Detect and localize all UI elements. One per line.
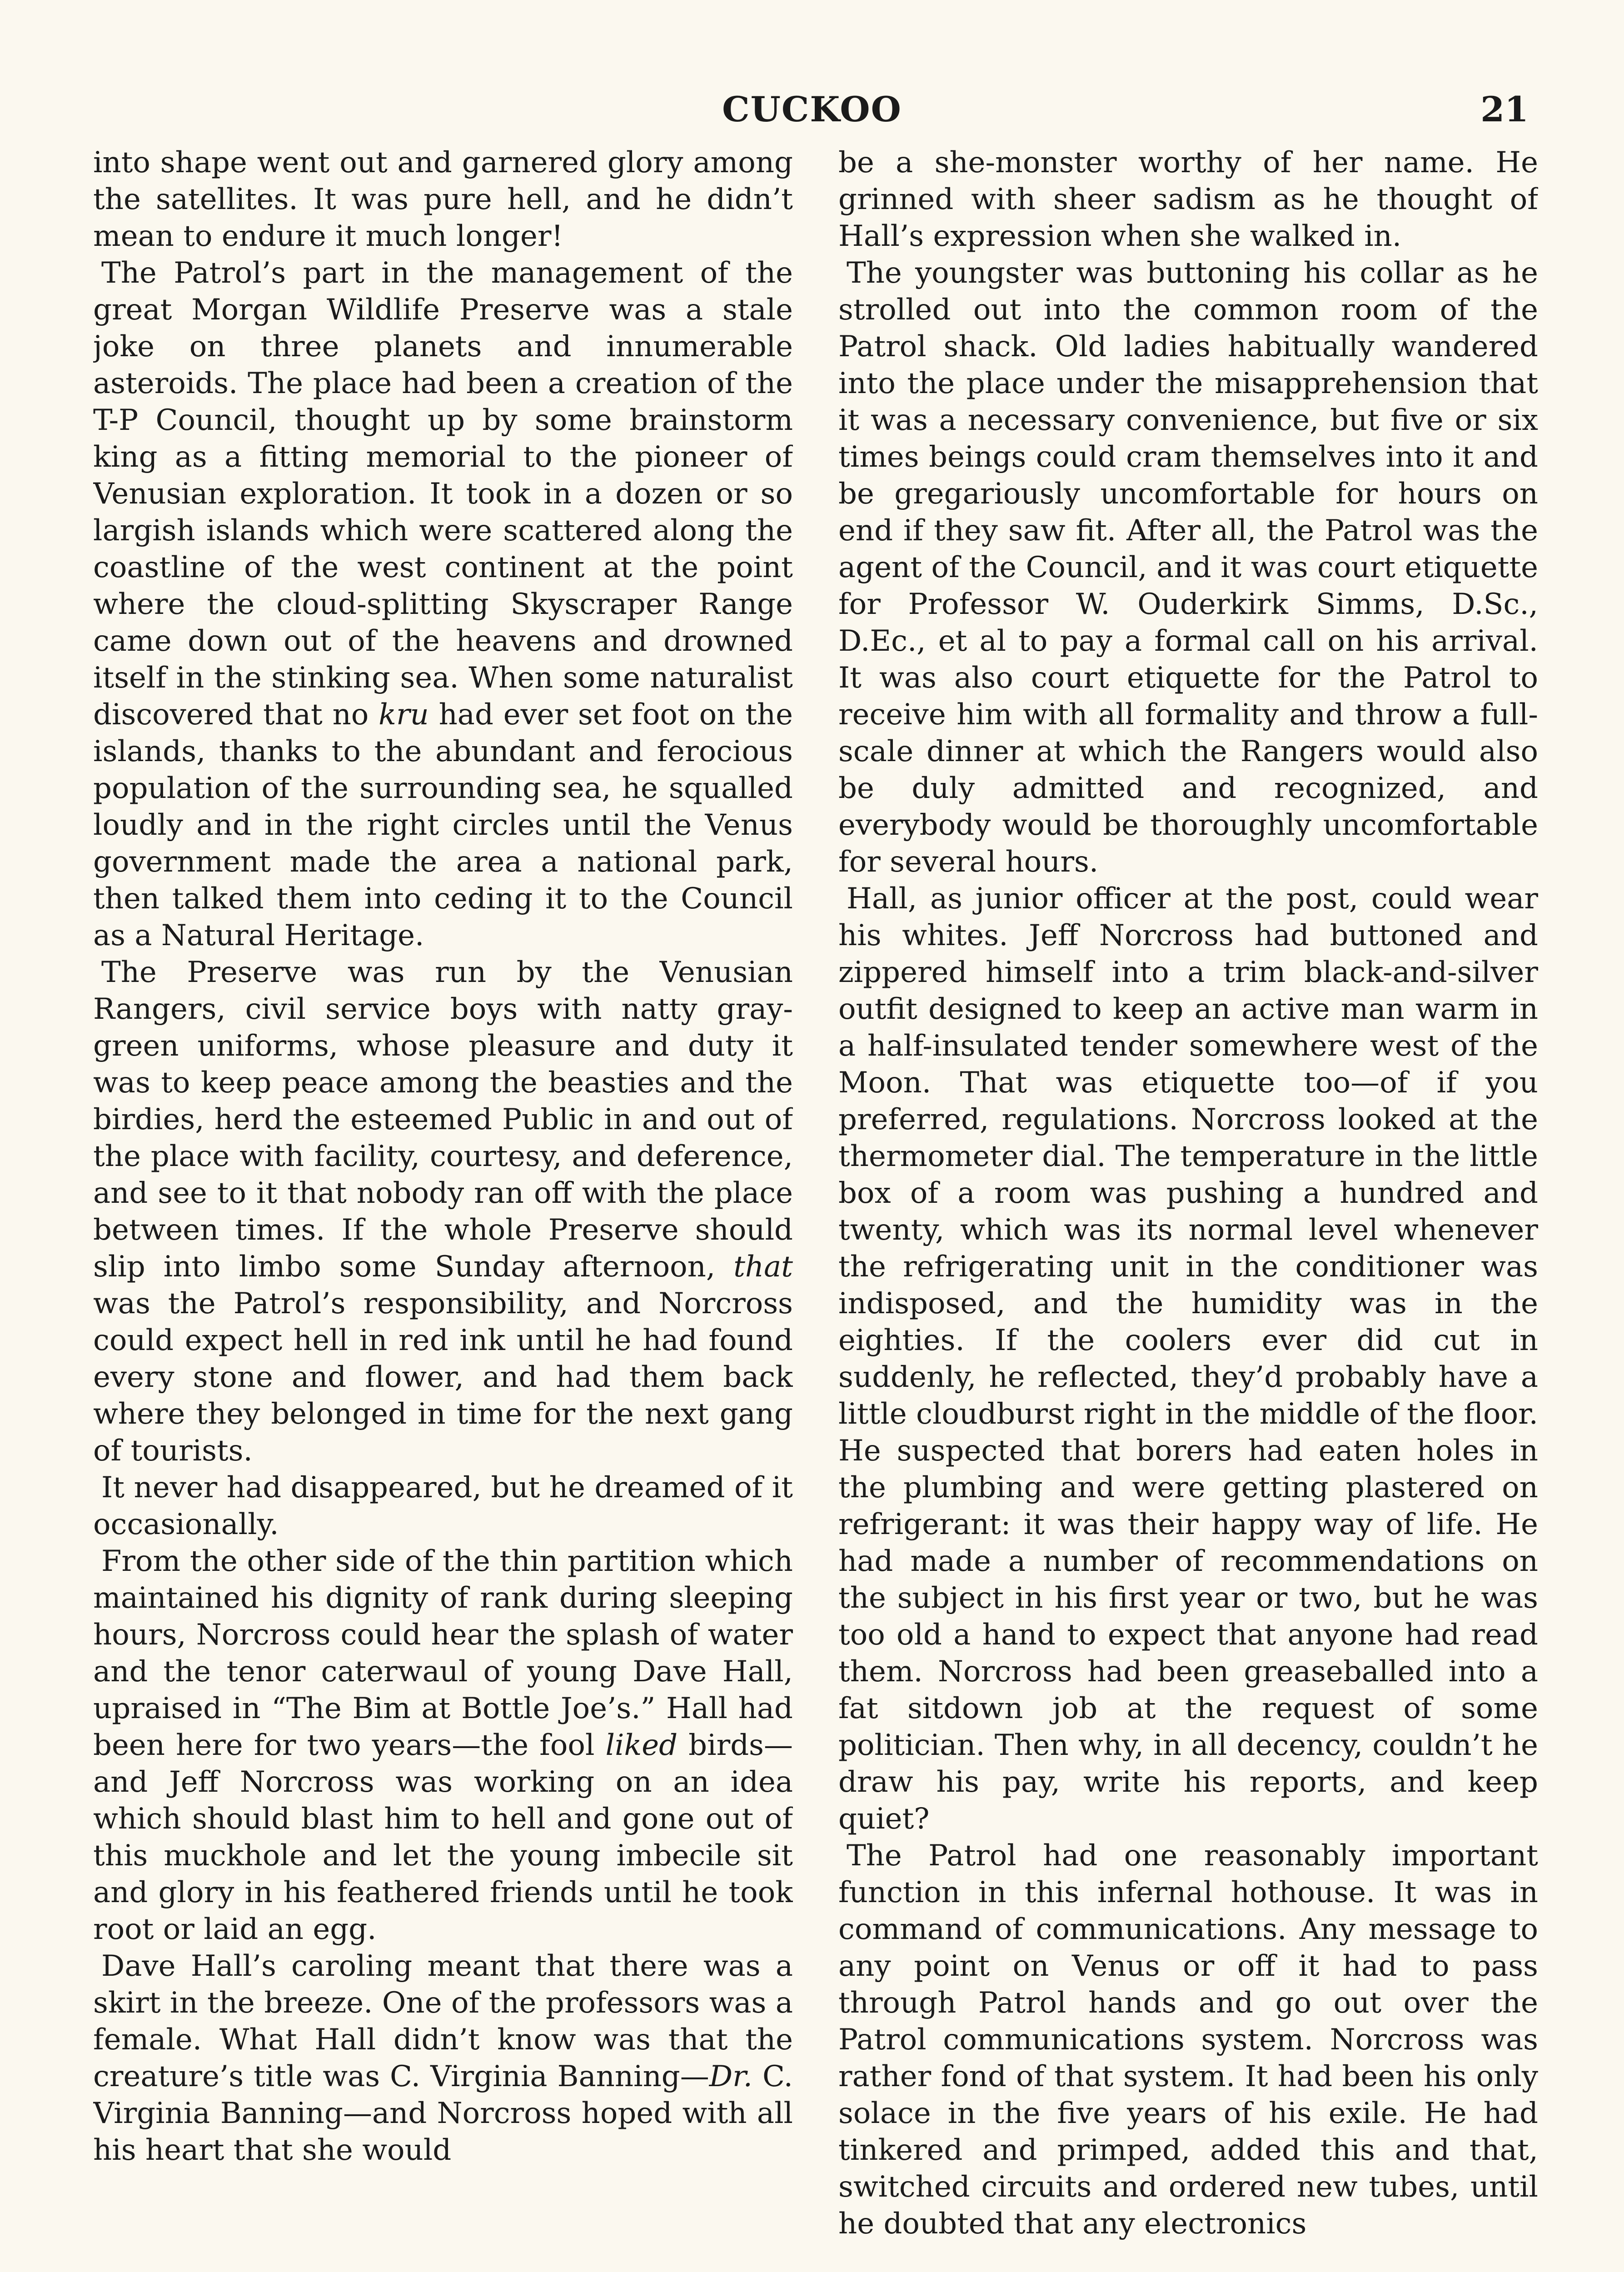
italic-text: that — [733, 1250, 793, 1284]
italic-text: Dr. — [709, 2060, 752, 2093]
paragraph — [93, 255, 793, 954]
paragraph — [93, 1543, 793, 1948]
paragraph-text: It never had disappeared, but he dreamed of it occasionally. — [93, 1471, 793, 1541]
paragraph-text: Dave Hall’s caroling meant that there was a skirt in the breeze. One of the professors was a female. What Hall didn’t know was that the creature’s title was C. Virginia Banning— — [93, 1949, 793, 2093]
paragraph — [838, 1838, 1538, 2242]
paragraph-text: into shape went out and garnered glory among the satellites. It was pure hell, and he didn’t mean to endure it much longer! — [93, 146, 793, 253]
paragraph-text: had ever set foot on the islands, thanks to the abundant and ferocious population of the surrounding sea, he squalled loudly and in the right circles until the Venus government made the area a national park, then talked them into ceding it to the Council as a Natural Heritage. — [93, 698, 793, 952]
left-column — [93, 144, 793, 2244]
paragraph-text: be a she-monster worthy of her name. He grinned with sheer sadism as he thought of Hall’s expression when she walked in. — [838, 146, 1538, 253]
text-columns — [93, 144, 1538, 2244]
italic-text: kru — [379, 698, 429, 732]
paragraph — [838, 144, 1538, 255]
paragraph — [93, 1470, 793, 1543]
paragraph-text: The Patrol’s part in the management of the great Morgan Wildlife Preserve was a stale joke on three planets and innumerable asteroids. The place had been a creation of the T-P Council, thought up by some brainstorm king as a fitting memorial to the pioneer of Venusian exploration. It took in a dozen or so largish islands which were scattered along the coastline of the west continent at the point where the cloud-splitting Skyscraper Range came down out of the heavens and drowned itself in the stinking sea. When some naturalist discovered that no — [93, 256, 793, 732]
paragraph-text: was the Patrol’s responsibility, and Norcross could expect hell in red ink until he had found every stone and flower, and had them back where they belonged in time for the next gang of tourists. — [93, 1287, 793, 1468]
paragraph — [93, 1948, 793, 2169]
paragraph — [838, 881, 1538, 1838]
paragraph-text: birds—and Jeff Norcross was working on an idea which should blast him to hell and gone out of this muckhole and let the young imbecile sit and glory in his feathered friends until he took root or laid an egg. — [93, 1729, 793, 1946]
paragraph — [93, 144, 793, 255]
paragraph-text: The youngster was buttoning his collar as he strolled out into the common room of the Patrol shack. Old ladies habitually wandered into the place under the misapprehension that it was a necessary convenience, but five or six times beings could cram themselves into it and be gregariously uncomfortable for hours on end if they saw fit. After all, the Patrol was the agent of the Council, and it was court etiquette for Professor W. Ouderkirk Simms, D.Sc., D.Ec., et al to pay a formal call on his arrival. It was also court etiquette for the Patrol to receive him with all formality and throw a full-scale dinner at which the Rangers would also be duly admitted and recognized, and everybody would be thoroughly uncomfortable for several hours. — [838, 256, 1538, 879]
paragraph — [93, 954, 793, 1470]
paragraph-text: Hall, as junior officer at the post, could wear his whites. Jeff Norcross had buttoned and zippered himself into a trim black-and-silver outfit designed to keep an active man warm in a half-insulated tender somewhere west of the Moon. That was etiquette too—of if you preferred, regulations. Norcross looked at the thermometer dial. The temperature in the little box of a room was pushing a hundred and twenty, which was its normal level whenever the refrigerating unit in the conditioner was indisposed, and the humidity was in the eighties. If the coolers ever did cut in suddenly, he reflected, they’d probably have a little cloudburst right in the middle of the floor. He suspected that borers had eaten holes in the plumbing and were getting plastered on refrigerant: it was their happy way of life. He had made a number of recommendations on the subject in his first year or two, but he was too old a hand to expect that anyone had read them. Norcross had been greaseballed into a fat sitdown job at the request of some politician. Then why, in all decency, couldn’t he draw his pay, write his reports, and keep quiet? — [838, 882, 1538, 1836]
page-number: 21 — [1480, 89, 1529, 130]
paragraph-text: From the other side of the thin partition which maintained his dignity of rank during sleeping hours, Norcross could hear the splash of water and the tenor caterwaul of young Dave Hall, upraised in “The Bim at Bottle Joe’s.” Hall had been here for two years—the fool — [93, 1545, 793, 1762]
right-column — [838, 144, 1538, 2244]
italic-text: liked — [605, 1729, 678, 1762]
running-title: CUCKOO — [722, 89, 902, 130]
paragraph-text: The Patrol had one reasonably important function in this infernal hothouse. It was in command of communications. Any message to any point on Venus or off it had to pass through Patrol hands and go out over the Patrol communications system. Norcross was rather fond of that system. It had been his only solace in the five years of his exile. He had tinkered and primped, added this and that, switched circuits and ordered new tubes, until he doubted that any electronics — [838, 1839, 1538, 2241]
running-head — [0, 89, 1624, 130]
paragraph-text: The Preserve was run by the Venusian Rangers, civil service boys with natty gray-green uniforms, whose pleasure and duty it was to keep peace among the beasties and the birdies, herd the esteemed Public in and out of the place with facility, courtesy, and deference, and see to it that nobody ran off with the place between times. If the whole Preserve should slip into limbo some Sunday afternoon, — [93, 956, 793, 1284]
paragraph-text: C. Virginia Banning—and Norcross hoped with all his heart that she would — [93, 2060, 793, 2167]
paragraph — [838, 255, 1538, 881]
